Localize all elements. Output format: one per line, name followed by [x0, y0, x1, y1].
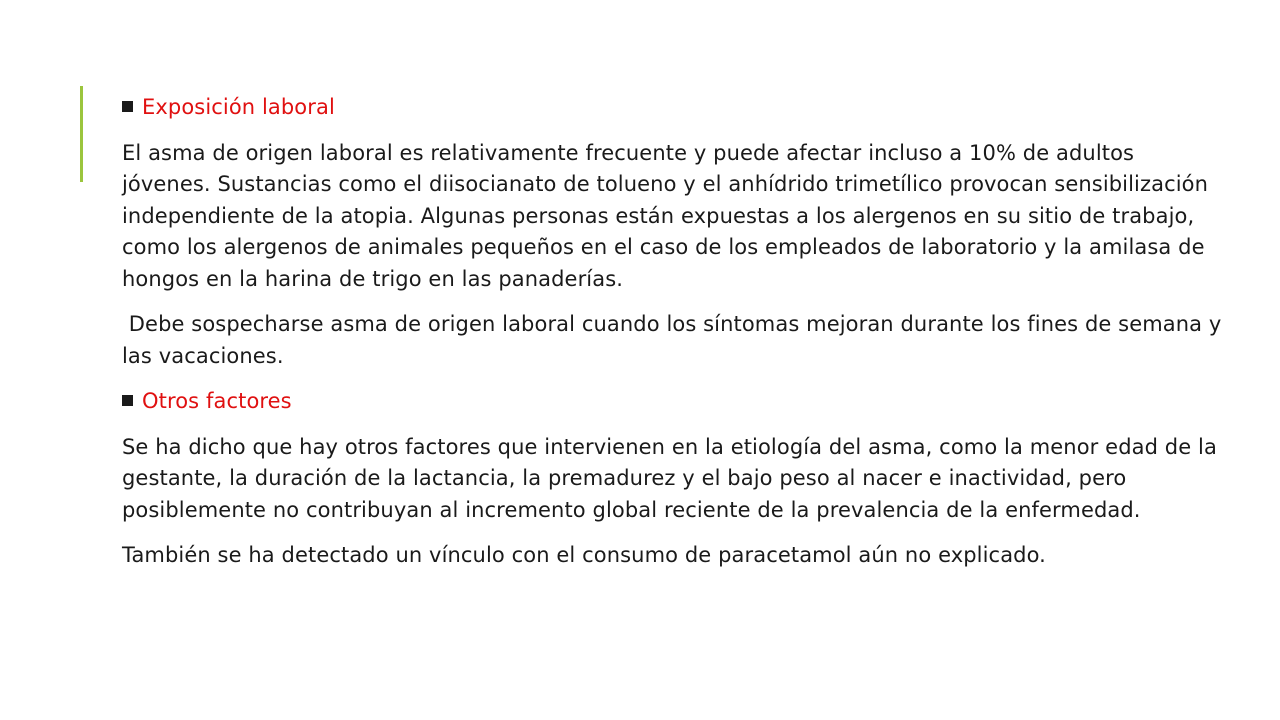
paragraph-otros-note: También se ha detectado un vínculo con el consumo de paracetamol aún no explicado. [122, 543, 1046, 567]
heading-text: Exposición laboral [142, 95, 335, 119]
section-heading-exposicion [122, 92, 1222, 124]
heading-text: Otros factores [142, 389, 292, 413]
slide-content [122, 92, 1229, 586]
section-heading-otros [122, 386, 1222, 418]
square-bullet-icon [122, 101, 133, 112]
paragraph-exposicion-note: Debe sospecharse asma de origen laboral cuando los síntomas mejoran durante los fines de semana y las vacaciones. [122, 312, 1229, 368]
accent-bar [80, 86, 83, 182]
paragraph-exposicion-body: El asma de origen laboral es relativamente frecuente y puede afectar incluso a 10% de adultos jóvenes. Sustancias como el diisocianato de tolueno y el anhídrido trimetílico provocan sensibilización independiente de la atopia. Algunas personas están expuestas a los alergenos en su sitio de trabajo, como los alergenos de animales pequeños en el caso de los empleados de laboratorio y la amilasa de hongos en la harina de trigo en las panaderías. [122, 140, 1209, 291]
paragraph-otros-body: Se ha dicho que hay otros factores que intervienen en la etiología del asma, como la menor edad de la gestante, la duración de la lactancia, la premadurez y el bajo peso al nacer e inactividad, pero posiblemente no contribuyan al incremento global reciente de la prevalencia de la enfermedad. [122, 434, 1217, 522]
square-bullet-icon [122, 395, 133, 406]
